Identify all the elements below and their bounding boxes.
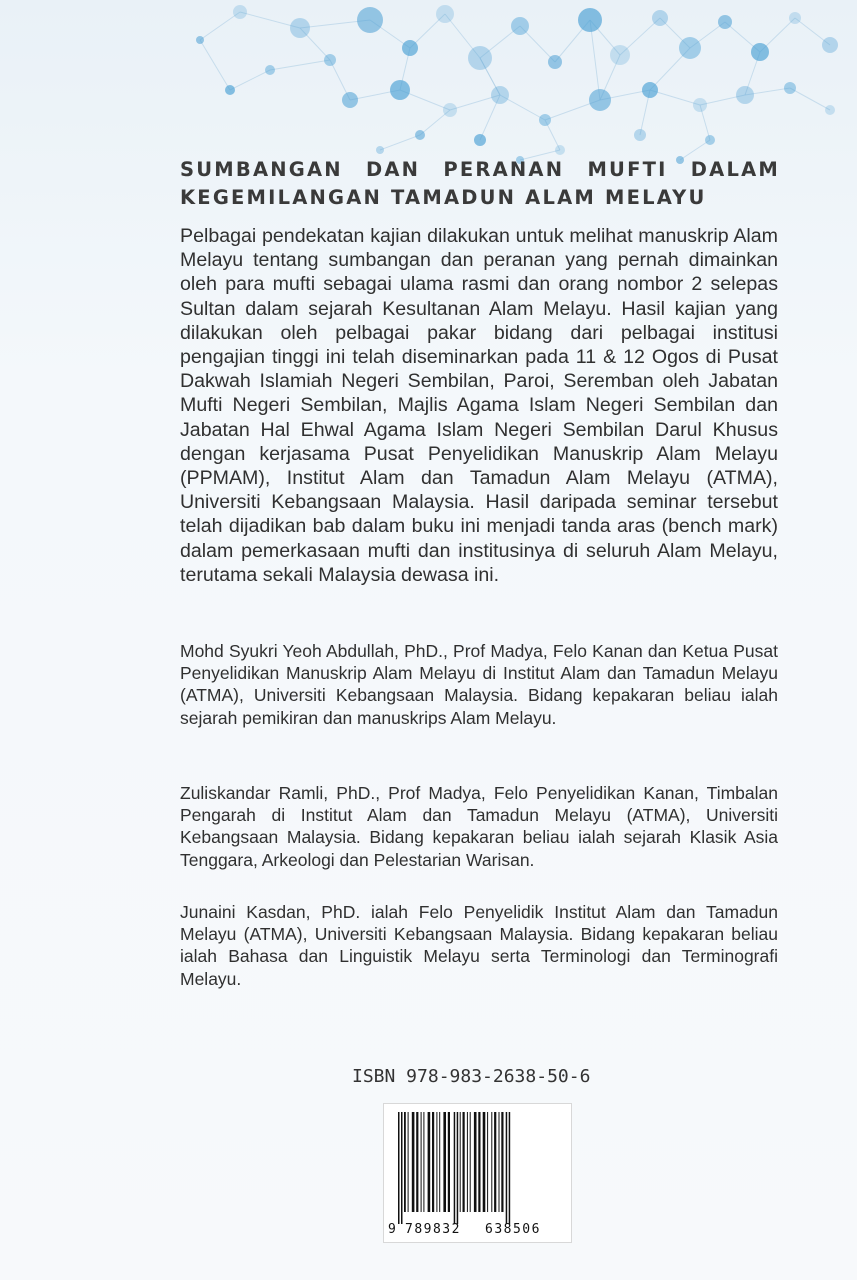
network-node [265, 65, 275, 75]
barcode-lead-digit: 9 [388, 1222, 396, 1237]
network-node [642, 82, 658, 98]
network-node [693, 98, 707, 112]
barcode-bar [487, 1112, 488, 1212]
network-node [555, 145, 565, 155]
network-node [324, 54, 336, 66]
network-node [751, 43, 769, 61]
network-node [443, 103, 457, 117]
barcode-bar [467, 1112, 468, 1212]
network-node [357, 7, 383, 33]
barcode-bar [470, 1112, 471, 1212]
molecule-network-icon [0, 0, 857, 170]
network-node [436, 5, 454, 23]
network-link [380, 135, 420, 150]
network-node [784, 82, 796, 94]
barcode-bar [483, 1112, 486, 1212]
network-node [610, 45, 630, 65]
network-link [590, 20, 600, 100]
barcode-bar [401, 1112, 403, 1224]
barcode-bar [421, 1112, 422, 1212]
barcode-bar [416, 1112, 418, 1212]
network-link [230, 70, 270, 90]
barcode-bar [404, 1112, 406, 1212]
book-summary [180, 224, 778, 587]
network-node [402, 40, 418, 56]
network-node [718, 15, 732, 29]
barcode-bar [428, 1112, 431, 1212]
author-bio-text: Zuliskandar Ramli, PhD., Prof Madya, Felo Penyelidikan Kanan, Timbalan Pengarah di Institut Alam dan Tamadun Melayu (ATMA), Universiti Kebangsaan Malaysia. Bidang kepakaran beliau ialah sejarah Klasik Asia Tenggara, Arkeologi dan Pelestarian Warisan. [180, 783, 778, 870]
barcode-bar [460, 1112, 461, 1212]
barcode-bar [463, 1112, 465, 1212]
network-node [225, 85, 235, 95]
title-line-1: SUMBANGAN DAN PERANAN MUFTI DALAM [180, 158, 780, 181]
network-node [825, 105, 835, 115]
barcode-bar [474, 1112, 477, 1212]
network-node [196, 36, 204, 44]
author-bio-1 [180, 640, 778, 729]
network-node [679, 37, 701, 59]
network-node [415, 130, 425, 140]
barcode-bar [436, 1112, 437, 1212]
network-node [652, 10, 668, 26]
barcode-bar [478, 1112, 480, 1212]
author-bio-text: Mohd Syukri Yeoh Abdullah, PhD., Prof Madya, Felo Kanan dan Ketua Pusat Penyelidikan Manuskrip Alam Melayu di Institut Alam dan Tamadun Melayu (ATMA), Universiti Kebangsaan Malaysia. Bidang kepakaran beliau ialah sejarah pemikiran dan manuskrips Alam Melayu. [180, 641, 778, 728]
book-title [180, 156, 780, 212]
barcode-bar [494, 1112, 496, 1212]
barcode-bar [506, 1112, 508, 1224]
barcode-bar [412, 1112, 415, 1212]
barcode-bar [509, 1112, 511, 1224]
network-node [736, 86, 754, 104]
barcode-bar [501, 1112, 503, 1212]
barcode-icon [398, 1112, 558, 1224]
network-node [468, 46, 492, 70]
barcode-bar [423, 1112, 424, 1212]
barcode-right-digits: 638506 [485, 1222, 541, 1237]
author-bio-2 [180, 782, 778, 871]
network-node [376, 146, 384, 154]
summary-text: Pelbagai pendekatan kajian dilakukan untuk melihat manuskrip Alam Melayu tentang sumbangan dan peranan yang pernah dimainkan oleh para mufti sebagai ulama rasmi dan orang nombor 2 selepas Sultan dalam sejarah Kesultanan Alam Melayu. Hasil kajian yang dilakukan oleh pelbagai pakar bidang dari pelbagai institusi pengajian tinggi ini telah diseminarkan pada 11 & 12 Ogos di Pusat Dakwah Islamiah Negeri Sembilan, Paroi, Seremban oleh Jabatan Mufti Negeri Sembilan, Majlis Agama Islam Negeri Sembilan dan Jabatan Hal Ehwal Agama Islam Negeri Sembilan Darul Khusus dengan kerjasama Pusat Penyelidikan Manuskrip Alam Melayu (PPMAM), Institut Alam dan Tamadun Alam Melayu (ATMA), Universiti Kebangsaan Malaysia. Hasil daripada seminar tersebut telah dijadikan bab dalam buku ini menjadi tanda aras (bench mark) dalam pemerkasaan mufti dan institusinya di seluruh Alam Melayu, terutama sekali Malaysia dewasa ini. [180, 225, 778, 586]
network-node [511, 17, 529, 35]
network-node [634, 129, 646, 141]
barcode-bar [499, 1112, 500, 1212]
network-node [342, 92, 358, 108]
network-link [200, 12, 240, 40]
network-node [578, 8, 602, 32]
barcode-bar [454, 1112, 456, 1224]
barcode-bar [448, 1112, 450, 1212]
barcode-bar [439, 1112, 440, 1212]
network-node [705, 135, 715, 145]
network-link [270, 60, 330, 70]
barcode-bar [398, 1112, 400, 1224]
network-link [790, 88, 830, 110]
network-node [390, 80, 410, 100]
network-node [822, 37, 838, 53]
title-line-2: KEGEMILANGAN TAMADUN ALAM MELAYU [180, 186, 707, 209]
barcode-bar [457, 1112, 459, 1224]
author-bio-3 [180, 901, 778, 990]
network-node [539, 114, 551, 126]
barcode-bar [408, 1112, 409, 1212]
barcode-bar [432, 1112, 434, 1212]
barcode-bar [491, 1112, 492, 1212]
network-node [548, 55, 562, 69]
network-link [200, 40, 230, 90]
network-node [491, 86, 509, 104]
barcode-bar [443, 1112, 446, 1212]
network-node [589, 89, 611, 111]
isbn-label: ISBN 978-983-2638-50-6 [352, 1066, 591, 1087]
network-node [290, 18, 310, 38]
network-node [789, 12, 801, 24]
barcode-left-digits: 789832 [405, 1222, 461, 1237]
network-node [474, 134, 486, 146]
author-bio-text: Junaini Kasdan, PhD. ialah Felo Penyelidik Institut Alam dan Tamadun Melayu (ATMA), Universiti Kebangsaan Malaysia. Bidang kepakaran beliau ialah Bahasa dan Linguistik Melayu serta Terminologi dan Terminografi Melayu. [180, 902, 778, 989]
network-node [233, 5, 247, 19]
